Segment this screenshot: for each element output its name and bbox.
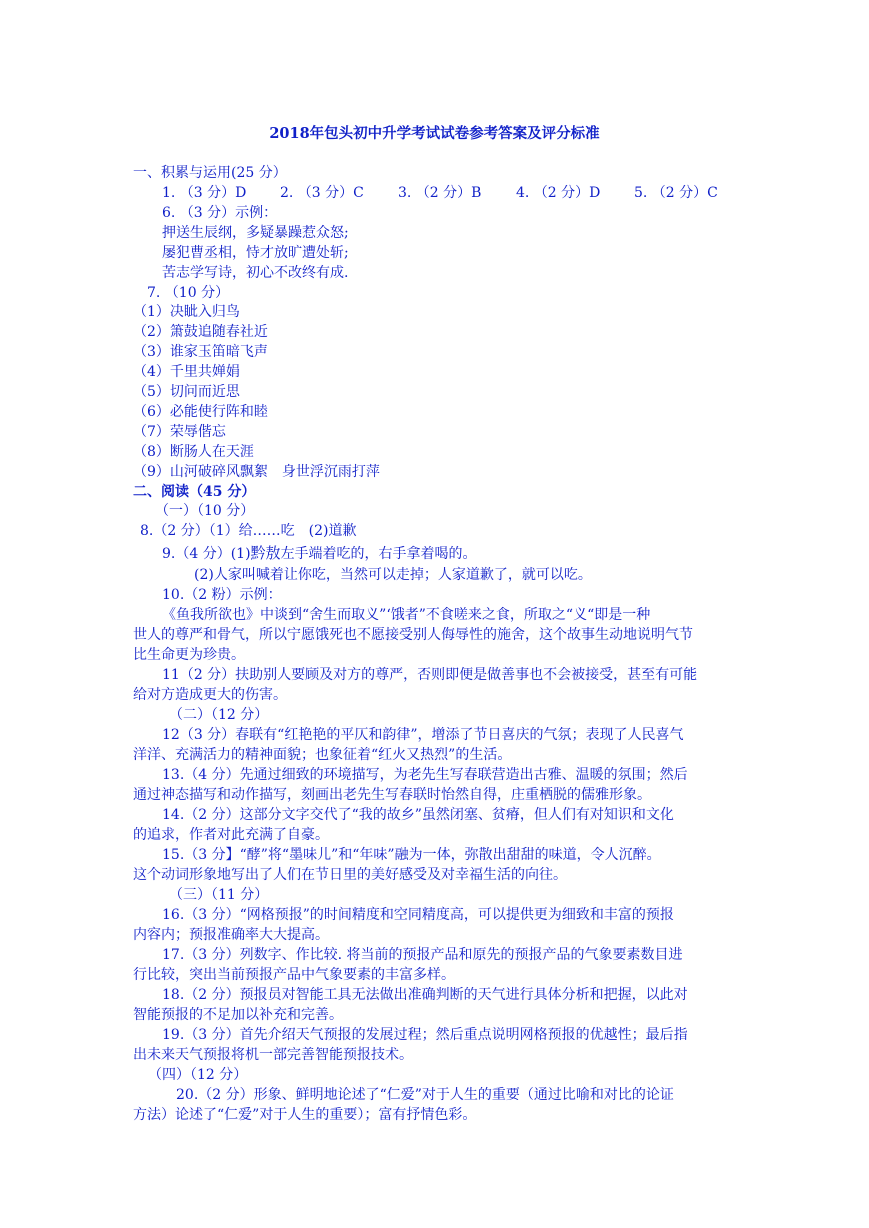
q8-answer: 8.（2 分）（1）给……吃 (2)道歉 [140, 523, 357, 539]
answer-q5: 5. （2 分）C [634, 185, 718, 201]
q12-line: 洋洋、充满活力的精神面貌；也象征着“红火又热烈”的生活。 [133, 747, 512, 763]
q17-line: 行比较，突出当前预报产品中气象要素的丰富多样。 [133, 967, 455, 983]
q10-line: 世人的尊严和骨气，所以宁愿饿死也不愿接受别人侮辱性的施舍，这个故事生动地说明气节 [133, 627, 693, 643]
section-1-heading: 一、积累与运用(25 分） [133, 165, 287, 181]
q6-heading: 6. （3 分）示例： [162, 205, 278, 221]
q7-answer: （8）断肠人在天涯 [133, 444, 254, 460]
section-2-heading: 二、阅读（45 分） [133, 484, 256, 500]
answer-q4: 4. （2 分）D [516, 185, 601, 201]
q7-answer: （6）必能使行阵和睦 [133, 404, 268, 420]
q9-answer-1 [162, 544, 477, 563]
answer-q2: 2. （3 分）C [280, 185, 364, 201]
q16-line: 内容内；预报准确率大大提高。 [133, 927, 329, 943]
q16-line: 16.（3 分）“网格预报”的时间精度和空同精度高，可以提供更为细致和丰富的预报 [162, 907, 674, 923]
q7-heading: 7. （10 分） [147, 285, 230, 301]
q9-name: 黔敖 [250, 544, 281, 562]
part-1-heading: （一）（10 分） [155, 503, 255, 519]
q15-line: 15.（3 分】“酵”将“墨味儿”和“年味”融为一体，弥散出甜甜的味道，令人沉醉。 [162, 847, 661, 863]
q9-text: 左手端着吃的，右手拿着喝的。 [280, 546, 477, 562]
q10-heading: 10.（2 粉）示例： [162, 587, 282, 603]
q9-prefix: 9.（4 分）(1) [162, 546, 251, 562]
q11-line: 给对方造成更大的伤害。 [133, 687, 287, 703]
q18-line: 智能预报的不足加以补充和完善。 [133, 1007, 343, 1023]
q10-line: 比生命更为珍贵。 [133, 647, 245, 663]
q10-line: 《鱼我所欲也》中谈到“舍生而取义”‘饿者”不食嗟来之食，所取之“义“即是一种 [162, 607, 651, 623]
q20-line: 方法）论述了“仁爱”对于人生的重要）；富有抒情色彩。 [133, 1107, 477, 1123]
q13-line: 13.（4 分）先通过细致的环境描写，为老先生写春联营造出古雅、温暖的氛围；然后 [162, 767, 688, 783]
part-4-heading: （四）（12 分） [148, 1067, 248, 1083]
q11-line: 11（2 分）扶助别人要顾及对方的尊严，否则即便是做善事也不会被接受，甚至有可能 [162, 667, 698, 683]
q13-line: 通过神态描写和动作描写，刻画出老先生写春联时怡然自得，庄重栖脱的儒雅形象。 [133, 787, 651, 803]
q14-line: 的追求，作者对此充满了自豪。 [133, 827, 329, 843]
q6-line: 苦志学写诗，初心不改终有成. [162, 265, 349, 281]
q7-answer: （3）谁家玉笛暗飞声 [133, 344, 268, 360]
q6-line: 押送生辰纲，多疑暴躁惹众怒; [162, 225, 349, 241]
answer-q1: 1. （3 分）D [162, 185, 247, 201]
q7-answer: （9）山河破碎风飘絮 身世浮沉雨打萍 [133, 464, 380, 480]
q7-answer: （5）切问而近思 [133, 384, 240, 400]
q19-line: 出未来天气预报将机一部完善智能预报技术。 [133, 1047, 413, 1063]
part-3-heading: （三）（11 分） [169, 887, 269, 903]
q20-line: 20.（2 分）形象、鲜明地论述了“仁爱”对于人生的重要（通过比喻和对比的论证 [176, 1087, 674, 1103]
q17-line: 17.（3 分）列数字、作比较. 将当前的预报产品和原先的预报产品的气象要素数目进 [162, 947, 683, 963]
q19-line: 19.（3 分）首先介绍天气预报的发展过程；然后重点说明网格预报的优越性；最后指 [162, 1027, 688, 1043]
q7-answer: （1）决眦入归鸟 [133, 304, 240, 320]
part-2-heading: （二）（12 分） [169, 707, 269, 723]
multiple-choice-answers [162, 184, 718, 202]
q6-line: 屡犯曹丞相，恃才放旷遭处斩; [162, 245, 349, 261]
q18-line: 18.（2 分）预报员对智能工具无法做出准确判断的天气进行具体分析和把握，以此对 [162, 987, 688, 1003]
q12-line: 12（3 分）春联有“红艳艳的平仄和韵律”，增添了节日喜庆的气氛；表现了人民喜气 [162, 727, 684, 743]
q7-answer: （4）千里共婵娟 [133, 364, 240, 380]
document-title: 2018年包头初中升学考试试卷参考答案及评分标准 [269, 125, 600, 142]
answer-q3: 3. （2 分）B [398, 185, 482, 201]
q7-answer: （7）荣辱偕忘 [133, 424, 226, 440]
q14-line: 14.（2 分）这部分文字交代了“我的故乡”虽然闭塞、贫瘠，但人们有对知识和文化 [162, 807, 674, 823]
q7-answer: （2）箫鼓追随春社近 [133, 324, 268, 340]
q15-line: 这个动词形象地写出了人们在节日里的美好感受及对幸福生活的向往。 [133, 867, 567, 883]
q9-answer-2: (2)人家叫喊着让你吃，当然可以走掉；人家道歉了，就可以吃。 [194, 567, 592, 583]
